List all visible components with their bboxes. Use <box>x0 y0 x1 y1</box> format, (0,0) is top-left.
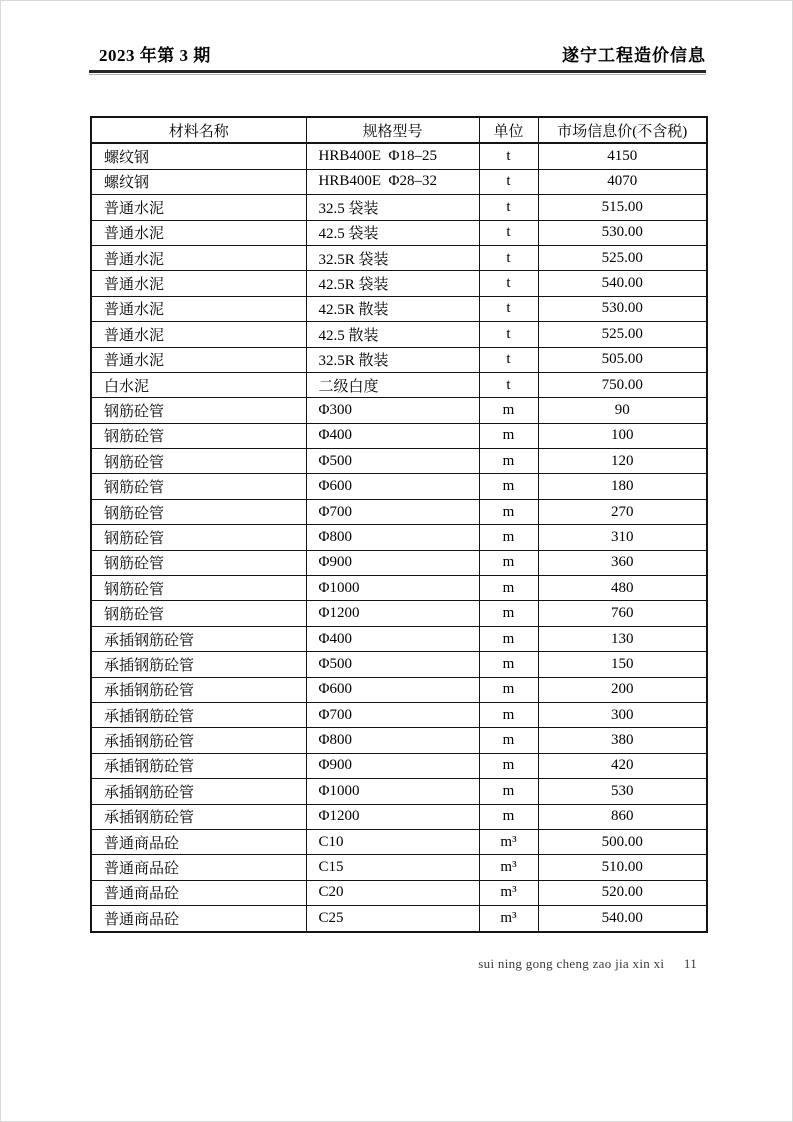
spec-cell: Φ1200 <box>306 601 479 626</box>
unit-cell: t <box>479 169 538 194</box>
spec-cell: Φ900 <box>306 753 479 778</box>
price-cell: 150 <box>538 652 707 677</box>
price-cell: 130 <box>538 626 707 651</box>
price-cell: 270 <box>538 499 707 524</box>
spec-cell: 42.5R 散装 <box>306 296 479 321</box>
table-row <box>91 322 707 347</box>
material-price-table <box>90 116 708 933</box>
table-row <box>91 449 707 474</box>
table-row <box>91 220 707 245</box>
material-name-cell: 白水泥 <box>91 372 306 397</box>
unit-cell: m <box>479 601 538 626</box>
material-name-cell: 普通水泥 <box>91 195 306 220</box>
price-cell: 120 <box>538 449 707 474</box>
price-cell: 860 <box>538 804 707 829</box>
table-row <box>91 372 707 397</box>
spec-cell: 42.5 袋装 <box>306 220 479 245</box>
unit-cell: m <box>479 626 538 651</box>
price-cell: 180 <box>538 474 707 499</box>
spec-cell: Φ300 <box>306 398 479 423</box>
material-name-cell: 钢筋砼管 <box>91 398 306 423</box>
table-row <box>91 753 707 778</box>
table-row <box>91 271 707 296</box>
spec-cell: Φ800 <box>306 728 479 753</box>
unit-cell: t <box>479 245 538 270</box>
spec-cell: HRB400E Φ28–32 <box>306 169 479 194</box>
table-body <box>91 143 707 931</box>
unit-cell: m³ <box>479 906 538 932</box>
material-name-cell: 承插钢筋砼管 <box>91 702 306 727</box>
price-cell: 530 <box>538 779 707 804</box>
material-name-cell: 钢筋砼管 <box>91 423 306 448</box>
unit-cell: t <box>479 143 538 169</box>
price-cell: 530.00 <box>538 220 707 245</box>
material-name-cell: 普通水泥 <box>91 245 306 270</box>
unit-cell: m <box>479 652 538 677</box>
material-name-cell: 承插钢筋砼管 <box>91 728 306 753</box>
table-row <box>91 728 707 753</box>
table-row <box>91 576 707 601</box>
table-row <box>91 880 707 905</box>
price-cell: 480 <box>538 576 707 601</box>
price-cell: 500.00 <box>538 829 707 854</box>
material-name-cell: 钢筋砼管 <box>91 474 306 499</box>
unit-cell: m <box>479 576 538 601</box>
price-cell: 525.00 <box>538 322 707 347</box>
unit-cell: m <box>479 525 538 550</box>
spec-cell: Φ400 <box>306 423 479 448</box>
table-row <box>91 804 707 829</box>
unit-cell: m <box>479 423 538 448</box>
price-cell: 750.00 <box>538 372 707 397</box>
spec-cell: 二级白度 <box>306 372 479 397</box>
table-row <box>91 906 707 932</box>
spec-cell: Φ900 <box>306 550 479 575</box>
unit-cell: t <box>479 347 538 372</box>
price-cell: 515.00 <box>538 195 707 220</box>
table-row <box>91 525 707 550</box>
table-row <box>91 626 707 651</box>
material-name-cell: 普通水泥 <box>91 220 306 245</box>
spec-cell: Φ500 <box>306 652 479 677</box>
material-name-cell: 钢筋砼管 <box>91 499 306 524</box>
publication-title: 遂宁工程造价信息 <box>562 46 706 65</box>
price-cell: 505.00 <box>538 347 707 372</box>
spec-cell: Φ1200 <box>306 804 479 829</box>
table-row <box>91 169 707 194</box>
spec-cell: C10 <box>306 829 479 854</box>
table-row <box>91 474 707 499</box>
table-header-row <box>91 117 707 143</box>
column-header: 规格型号 <box>306 117 479 143</box>
table-row <box>91 829 707 854</box>
material-name-cell: 承插钢筋砼管 <box>91 804 306 829</box>
price-cell: 530.00 <box>538 296 707 321</box>
material-name-cell: 承插钢筋砼管 <box>91 677 306 702</box>
spec-cell: Φ800 <box>306 525 479 550</box>
price-cell: 4070 <box>538 169 707 194</box>
price-cell: 760 <box>538 601 707 626</box>
material-name-cell: 普通商品砼 <box>91 829 306 854</box>
material-name-cell: 普通商品砼 <box>91 880 306 905</box>
material-name-cell: 普通商品砼 <box>91 855 306 880</box>
price-cell: 300 <box>538 702 707 727</box>
price-cell: 540.00 <box>538 271 707 296</box>
unit-cell: m <box>479 728 538 753</box>
spec-cell: 32.5 袋装 <box>306 195 479 220</box>
table-row <box>91 143 707 169</box>
table-row <box>91 601 707 626</box>
issue-label: 2023 年第 3 期 <box>99 46 211 65</box>
unit-cell: m³ <box>479 855 538 880</box>
unit-cell: m <box>479 702 538 727</box>
page-header <box>89 45 706 67</box>
table-row <box>91 499 707 524</box>
spec-cell: 42.5 散装 <box>306 322 479 347</box>
table-row <box>91 423 707 448</box>
material-name-cell: 钢筋砼管 <box>91 449 306 474</box>
table-row <box>91 296 707 321</box>
material-name-cell: 承插钢筋砼管 <box>91 779 306 804</box>
table-row <box>91 702 707 727</box>
price-cell: 525.00 <box>538 245 707 270</box>
unit-cell: m <box>479 753 538 778</box>
price-cell: 510.00 <box>538 855 707 880</box>
unit-cell: t <box>479 322 538 347</box>
unit-cell: m <box>479 779 538 804</box>
unit-cell: m <box>479 449 538 474</box>
spec-cell: Φ700 <box>306 702 479 727</box>
unit-cell: m <box>479 474 538 499</box>
unit-cell: m³ <box>479 880 538 905</box>
unit-cell: t <box>479 372 538 397</box>
table-row <box>91 677 707 702</box>
table-row <box>91 550 707 575</box>
page-footer <box>478 956 697 972</box>
material-name-cell: 普通商品砼 <box>91 906 306 932</box>
material-name-cell: 螺纹钢 <box>91 169 306 194</box>
material-name-cell: 承插钢筋砼管 <box>91 652 306 677</box>
price-cell: 360 <box>538 550 707 575</box>
table-row <box>91 398 707 423</box>
spec-cell: C15 <box>306 855 479 880</box>
unit-cell: t <box>479 195 538 220</box>
table-row <box>91 195 707 220</box>
table-row <box>91 245 707 270</box>
spec-cell: 32.5R 散装 <box>306 347 479 372</box>
material-name-cell: 螺纹钢 <box>91 143 306 169</box>
unit-cell: m <box>479 398 538 423</box>
spec-cell: Φ1000 <box>306 576 479 601</box>
spec-cell: Φ600 <box>306 677 479 702</box>
material-name-cell: 承插钢筋砼管 <box>91 626 306 651</box>
spec-cell: Φ700 <box>306 499 479 524</box>
column-header: 单位 <box>479 117 538 143</box>
unit-cell: m <box>479 499 538 524</box>
spec-cell: Φ400 <box>306 626 479 651</box>
unit-cell: m³ <box>479 829 538 854</box>
spec-cell: HRB400E Φ18–25 <box>306 143 479 169</box>
table-row <box>91 652 707 677</box>
unit-cell: m <box>479 804 538 829</box>
spec-cell: 32.5R 袋装 <box>306 245 479 270</box>
material-name-cell: 普通水泥 <box>91 296 306 321</box>
unit-cell: m <box>479 677 538 702</box>
unit-cell: t <box>479 220 538 245</box>
spec-cell: Φ500 <box>306 449 479 474</box>
unit-cell: m <box>479 550 538 575</box>
price-cell: 520.00 <box>538 880 707 905</box>
material-name-cell: 普通水泥 <box>91 347 306 372</box>
footer-pinyin: sui ning gong cheng zao jia xin xi <box>478 956 665 971</box>
price-cell: 90 <box>538 398 707 423</box>
material-name-cell: 承插钢筋砼管 <box>91 753 306 778</box>
price-cell: 4150 <box>538 143 707 169</box>
material-name-cell: 钢筋砼管 <box>91 576 306 601</box>
material-name-cell: 钢筋砼管 <box>91 601 306 626</box>
unit-cell: t <box>479 271 538 296</box>
spec-cell: C20 <box>306 880 479 905</box>
footer-page-number: 11 <box>683 956 697 971</box>
price-cell: 310 <box>538 525 707 550</box>
price-cell: 200 <box>538 677 707 702</box>
spec-cell: Φ1000 <box>306 779 479 804</box>
material-name-cell: 钢筋砼管 <box>91 550 306 575</box>
price-cell: 380 <box>538 728 707 753</box>
material-name-cell: 普通水泥 <box>91 322 306 347</box>
header-rule <box>89 70 706 75</box>
price-cell: 540.00 <box>538 906 707 932</box>
price-cell: 420 <box>538 753 707 778</box>
table-row <box>91 779 707 804</box>
table-row <box>91 855 707 880</box>
spec-cell: Φ600 <box>306 474 479 499</box>
price-cell: 100 <box>538 423 707 448</box>
spec-cell: C25 <box>306 906 479 932</box>
material-name-cell: 钢筋砼管 <box>91 525 306 550</box>
column-header: 材料名称 <box>91 117 306 143</box>
material-name-cell: 普通水泥 <box>91 271 306 296</box>
column-header: 市场信息价(不含税) <box>538 117 707 143</box>
spec-cell: 42.5R 袋装 <box>306 271 479 296</box>
unit-cell: t <box>479 296 538 321</box>
table-row <box>91 347 707 372</box>
